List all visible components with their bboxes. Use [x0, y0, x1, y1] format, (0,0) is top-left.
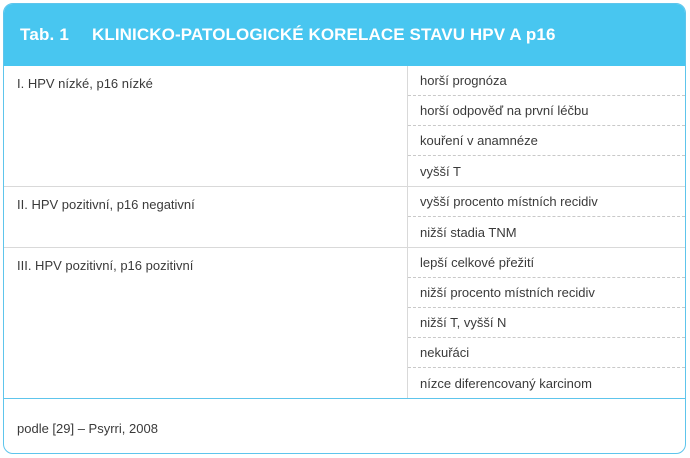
list-item: kouření v anamnéze [408, 126, 685, 156]
list-item: nižší stadia TNM [420, 224, 517, 240]
list-item: vyšší T [420, 163, 461, 179]
group-label: I. HPV nízké, p16 nízké [4, 66, 408, 186]
list-item: horší prognóza [408, 66, 685, 96]
table-group-2 [4, 187, 685, 248]
group-items [408, 187, 685, 247]
table-footnote: podle [29] – Psyrri, 2008 [17, 420, 158, 436]
group-items [408, 66, 685, 186]
table-body [4, 66, 685, 402]
table-number: Tab. 1 [20, 25, 70, 44]
table-group-1 [4, 66, 685, 187]
list-item: horší odpověď na první léčbu [408, 96, 685, 126]
table-frame [3, 3, 686, 454]
list-item: nízce diferencovaný karcinom [420, 375, 592, 391]
list-item: lepší celkové přežití [408, 248, 685, 278]
list-item: nekuřáci [408, 338, 685, 368]
group-label: II. HPV pozitivní, p16 negativní [4, 187, 408, 247]
table-header [4, 4, 685, 66]
list-item: nižší procento místních recidiv [408, 278, 685, 308]
table-title: KLINICKO-PATOLOGICKÉ KORELACE STAVU HPV A p16 [92, 25, 556, 44]
group-items [408, 248, 685, 398]
list-item: vyšší procento místních recidiv [408, 187, 685, 217]
group-label: III. HPV pozitivní, p16 pozitivní [4, 248, 408, 398]
list-item: nižší T, vyšší N [408, 308, 685, 338]
table-group-3 [4, 248, 685, 399]
